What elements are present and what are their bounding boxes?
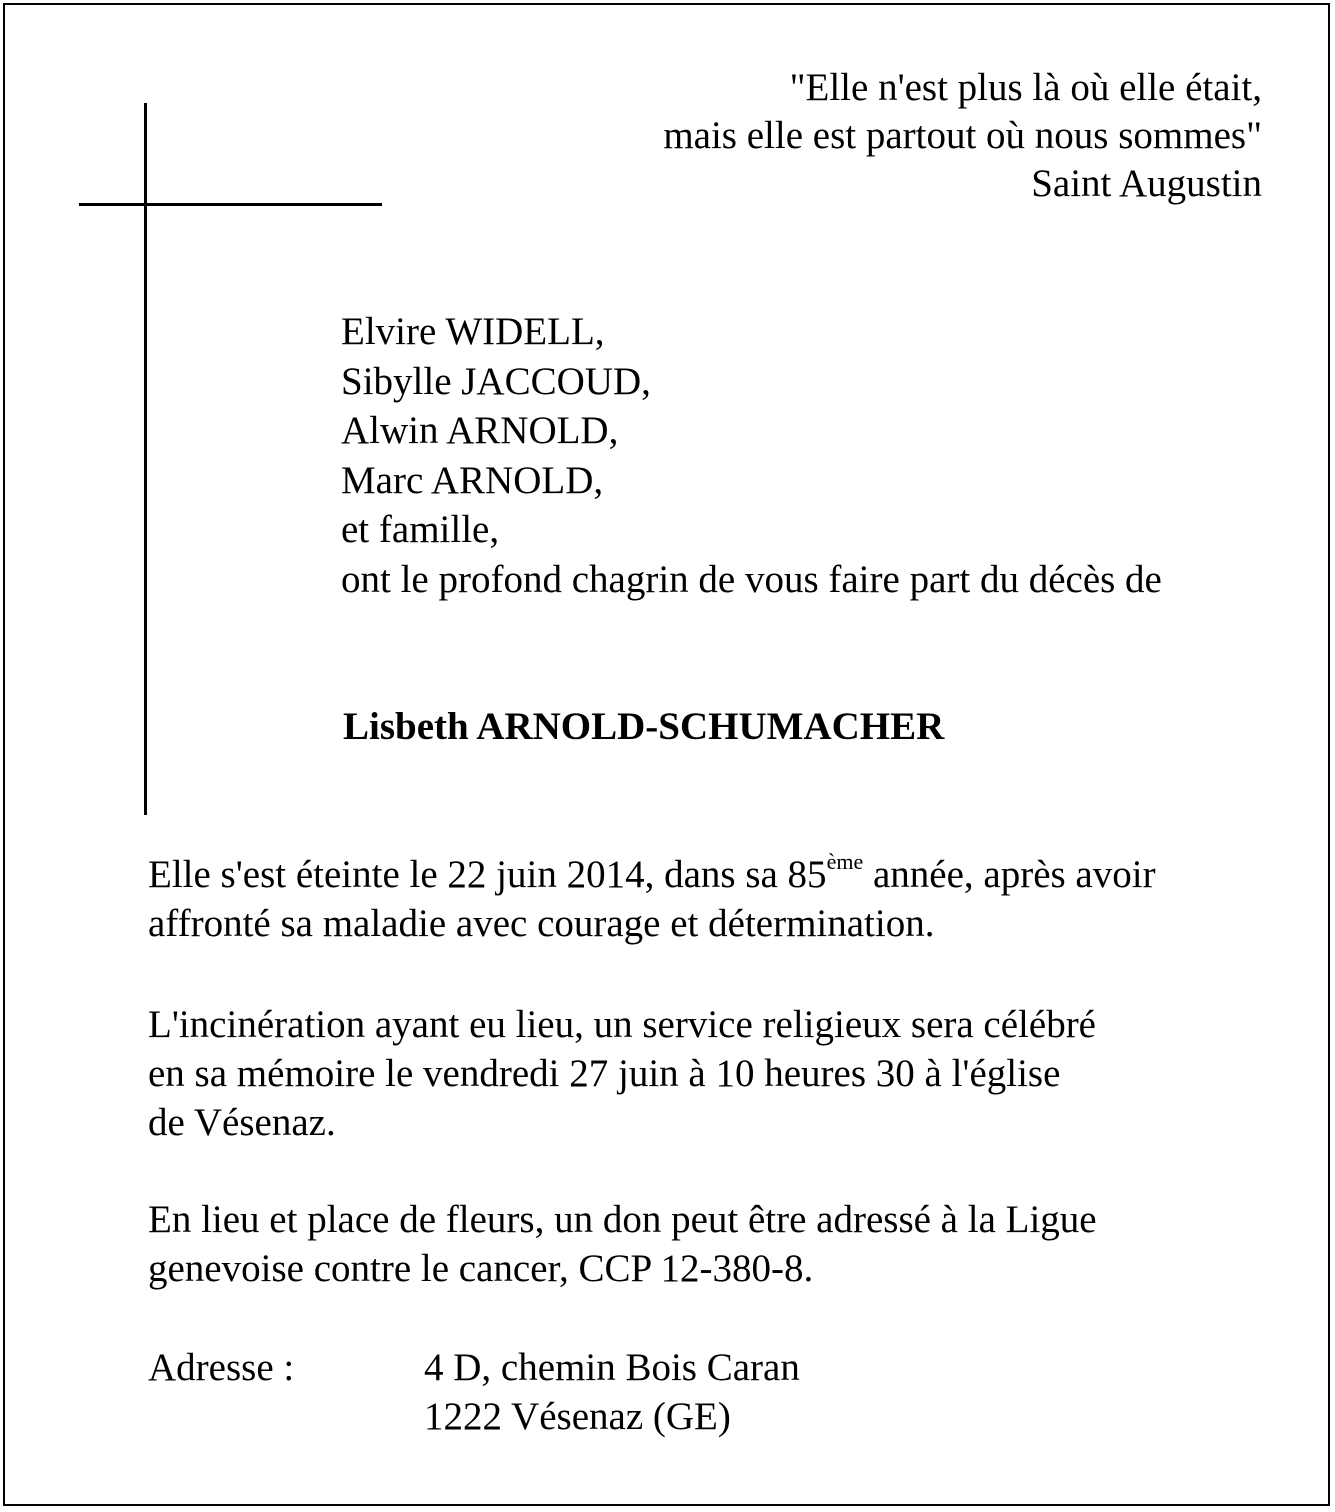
death-text-before: Elle s'est éteinte le 22 juin 2014, dans sa 85: [148, 853, 827, 896]
family-member: Marc ARNOLD,: [341, 458, 604, 502]
quote-line-2: mais elle est partout où nous sommes": [663, 114, 1262, 157]
quote-line-1: "Elle n'est plus là où elle était,: [789, 66, 1262, 109]
address-street: 4 D, chemin Bois Caran: [424, 1346, 800, 1389]
family-member: Elvire WIDELL,: [341, 310, 605, 353]
death-paragraph-line-1: [148, 850, 1156, 899]
donation-paragraph: [148, 1195, 1097, 1293]
address-label: Adresse :: [148, 1346, 295, 1389]
death-paragraph-line-2: affronté sa maladie avec courage et détermination.: [148, 902, 935, 945]
service-line: L'incinération ayant eu lieu, un service religieux sera célébré: [148, 1003, 1096, 1046]
epigraph-quote: [663, 64, 1262, 208]
service-line: en sa mémoire le vendredi 27 juin à 10 heures 30 à l'église: [148, 1052, 1061, 1095]
quote-author: Saint Augustin: [1031, 162, 1262, 205]
cross-icon-vertical-bar: [144, 103, 147, 815]
cross-icon-horizontal-bar: [79, 203, 382, 206]
family-list: [341, 307, 1162, 604]
donation-line: En lieu et place de fleurs, un don peut être adressé à la Ligue: [148, 1198, 1097, 1241]
death-paragraph: [148, 850, 1156, 948]
address-city: 1222 Vésenaz (GE): [424, 1395, 731, 1438]
family-member: Sibylle JACCOUD,: [341, 359, 651, 403]
donation-line: genevoise contre le cancer, CCP 12-380-8.: [148, 1247, 814, 1290]
announcement-line: ont le profond chagrin de vous faire part du décès de: [341, 557, 1162, 601]
family-member: et famille,: [341, 508, 500, 551]
family-member: Alwin ARNOLD,: [341, 409, 619, 452]
address-block: [424, 1343, 800, 1441]
service-line: de Vésenaz.: [148, 1101, 336, 1144]
death-text-after: année, après avoir: [863, 853, 1156, 896]
deceased-name: Lisbeth ARNOLD-SCHUMACHER: [343, 705, 945, 748]
ordinal-superscript: ème: [826, 849, 864, 874]
service-paragraph: [148, 1000, 1096, 1147]
